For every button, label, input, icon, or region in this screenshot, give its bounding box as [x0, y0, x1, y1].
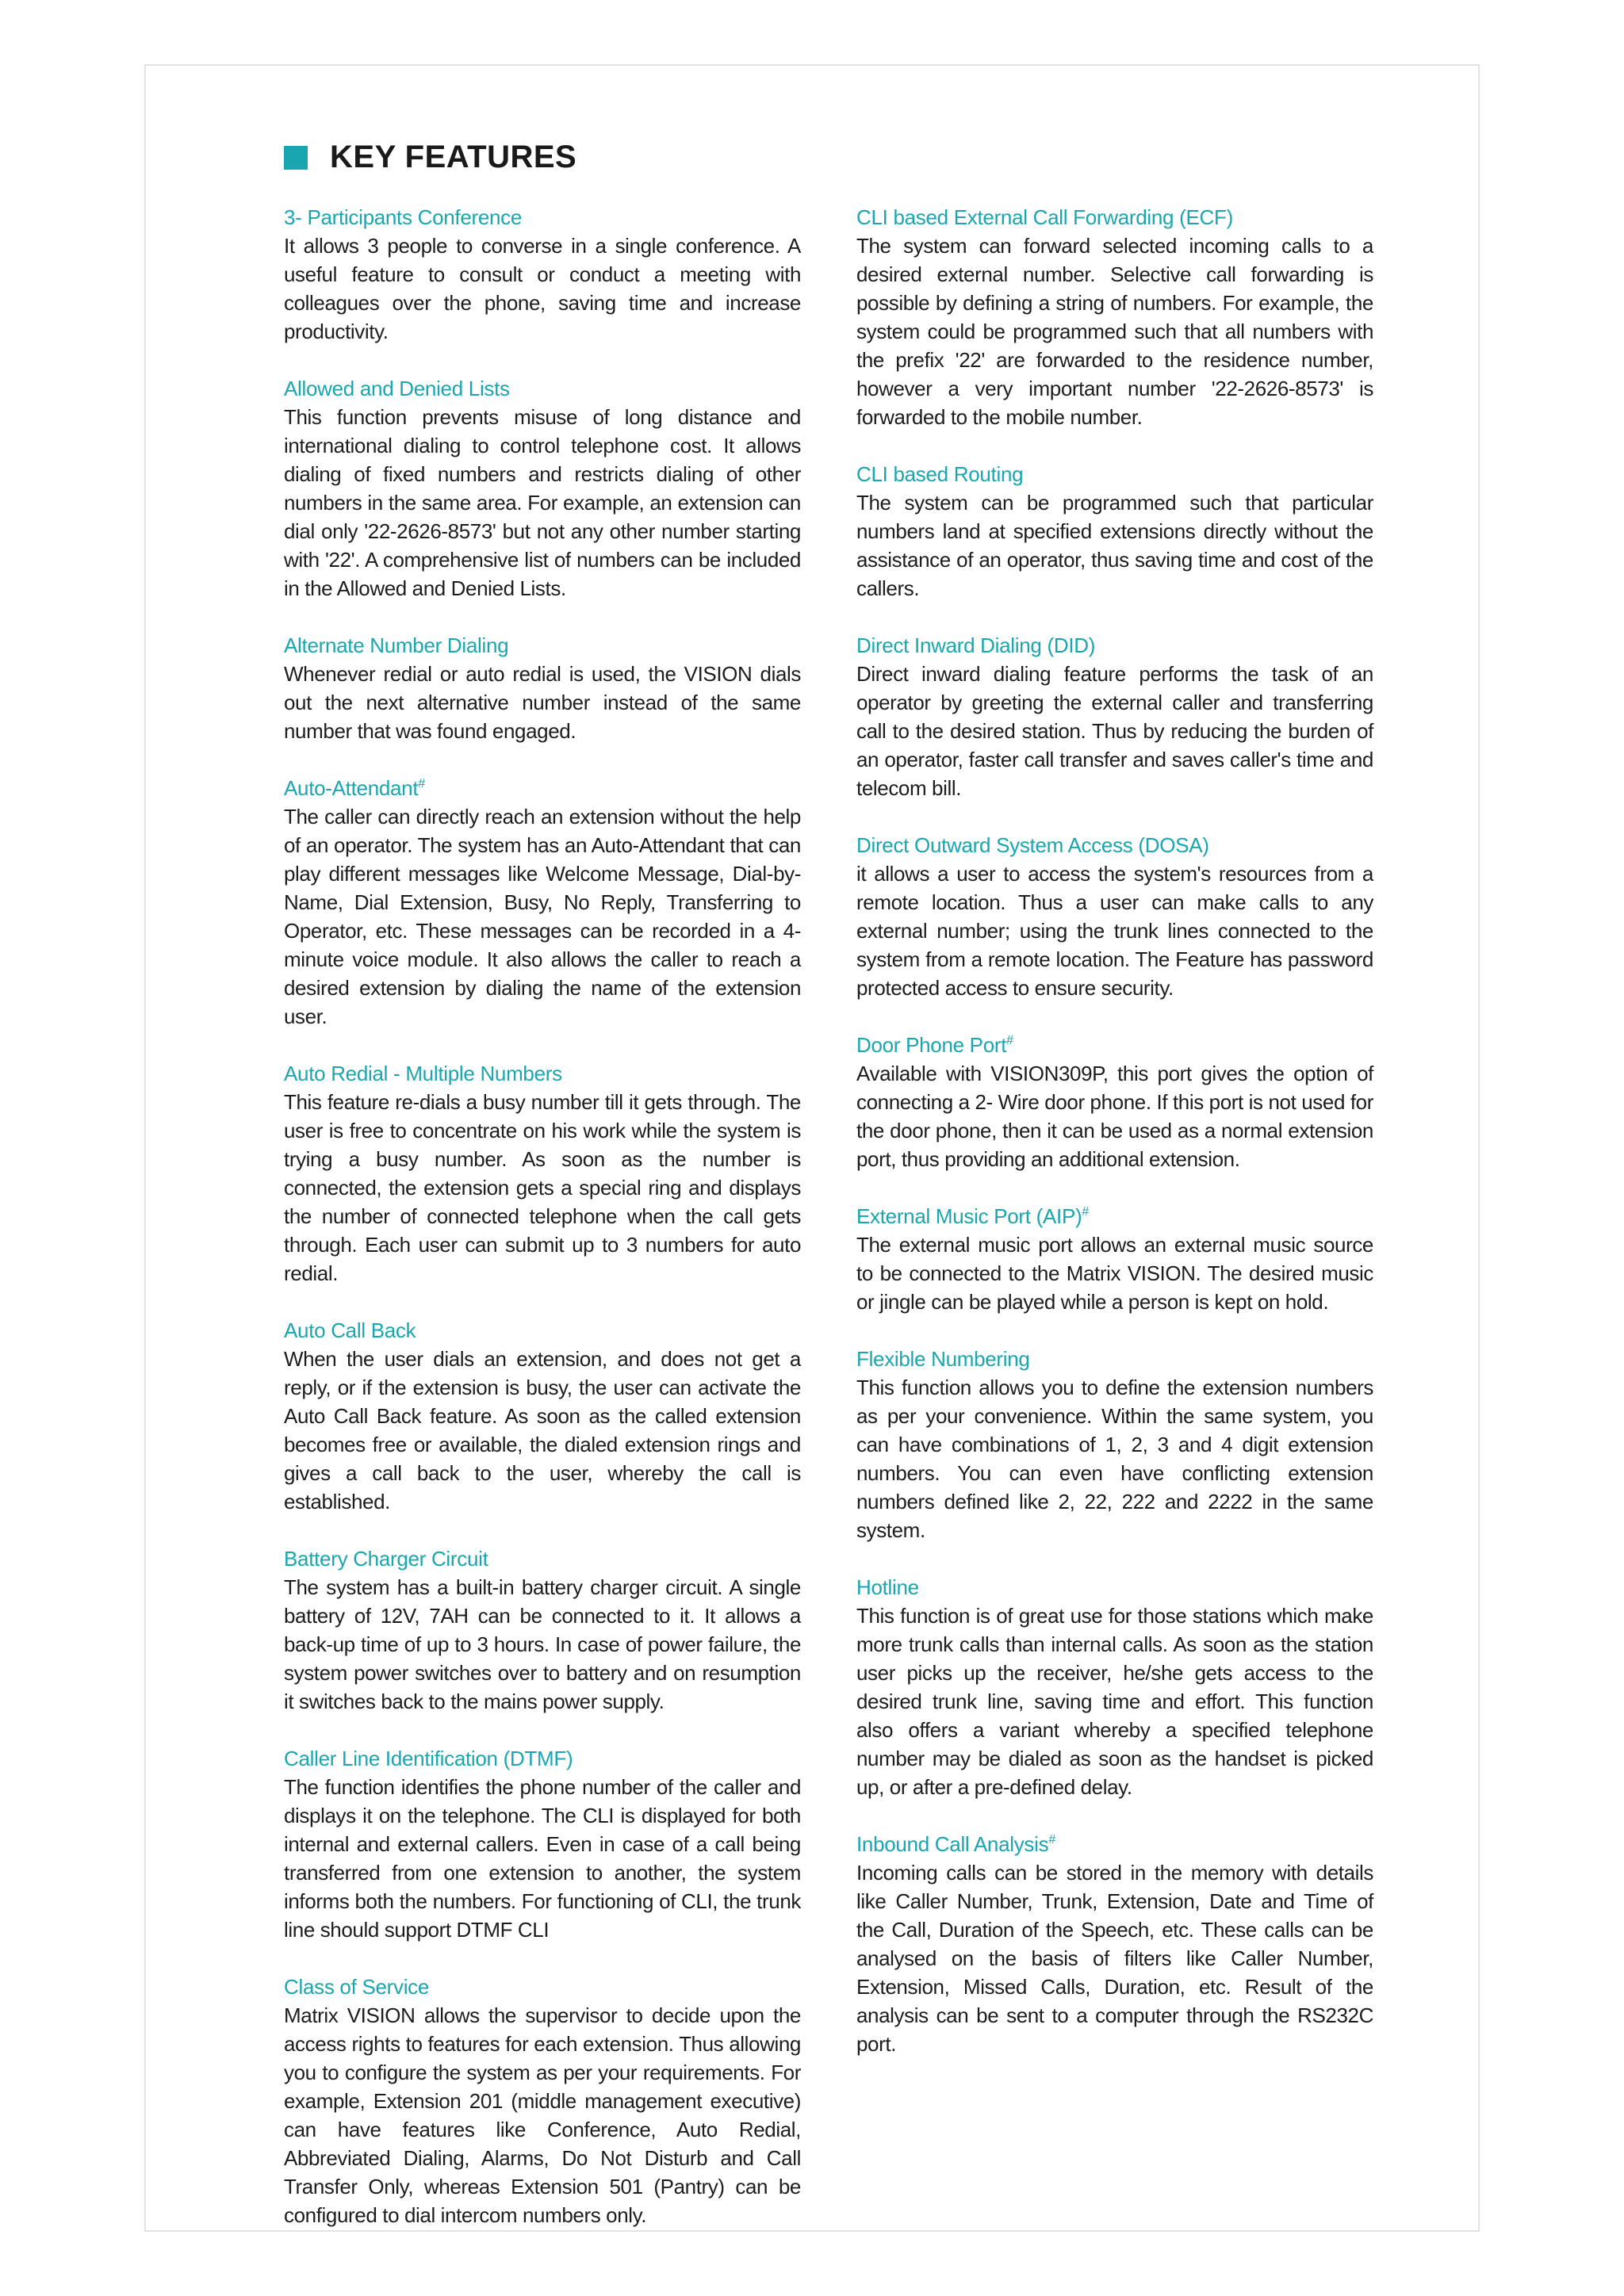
feature-title-text: Direct Inward Dialing (DID): [856, 633, 1096, 657]
feature-title: [856, 1202, 1373, 1230]
feature-title: [284, 203, 801, 232]
feature-title: [856, 1830, 1373, 1858]
feature-title-text: Direct Outward System Access (DOSA): [856, 833, 1209, 857]
feature-title-text: External Music Port (AIP): [856, 1204, 1082, 1228]
feature-title-text: Alternate Number Dialing: [284, 633, 509, 657]
feature-title: [856, 1573, 1373, 1601]
feature-title: [284, 1059, 801, 1088]
right-column: [856, 203, 1373, 2087]
feature-description: The system can forward selected incoming calls to a desired external number. Selective call forwarding is possible by defining a string of numbers. For example, the system could be programmed such that all numbers with the prefix '22' are forwarded to the residence number, however a very important number '22-2626-8573' is forwarded to the mobile number.: [856, 234, 1373, 429]
feature-item: [856, 460, 1373, 603]
feature-description: Whenever redial or auto redial is used, the VISION dials out the next alternative number instead of the same number that was found engaged.: [284, 662, 801, 743]
feature-item: [856, 831, 1373, 1002]
feature-item: [284, 203, 801, 346]
feature-title: [856, 631, 1373, 660]
feature-item: [856, 1345, 1373, 1544]
feature-title-text: Allowed and Denied Lists: [284, 377, 510, 400]
feature-item: [284, 374, 801, 603]
feature-item: [856, 1573, 1373, 1801]
feature-title-text: CLI based Routing: [856, 462, 1024, 486]
feature-item: [284, 774, 801, 1031]
feature-item: [284, 1544, 801, 1716]
feature-description: When the user dials an extension, and does not get a reply, or if the extension is busy, the user can activate the Auto Call Back feature. As soon as the called extension becomes free or available, the dialed extension rings and gives a call back to the user, whereby the call is established.: [284, 1347, 801, 1513]
feature-item: [284, 1059, 801, 1288]
feature-description: This function allows you to define the extension numbers as per your convenience. Within the same system, you can have combinations of 1, 2, 3 and 4 digit extension numbers. You can even have conflicting extension numbers defined like 2, 22, 222 and 2222 in the same system.: [856, 1376, 1373, 1542]
feature-description: It allows 3 people to converse in a single conference. A useful feature to consult or conduct a meeting with colleagues over the phone, saving time and increase productivity.: [284, 234, 801, 343]
feature-description: This feature re-dials a busy number till it gets through. The user is free to concentrate on his work while the system is trying a busy number. As soon as the number is connected, the extension gets a special ring and displays the number of connected telephone when the call gets through. Each user can submit up to 3 numbers for auto redial.: [284, 1090, 801, 1285]
feature-title: [284, 1973, 801, 2001]
feature-title-text: Auto Call Back: [284, 1318, 416, 1342]
feature-description: The system has a built-in battery charger circuit. A single battery of 12V, 7AH can be connected to it. It allows a back-up time of up to 3 hours. In case of power failure, the system power switches over to battery and on resumption it switches back to the mains power supply.: [284, 1575, 801, 1713]
feature-description: This function is of great use for those stations which make more trunk calls than internal calls. As soon as the station user picks up the receiver, he/she gets access to the desired trunk line, saving time and effort. This function also offers a variant whereby a specified telephone number may be dialed as soon as the handset is picked up, or after a pre-defined delay.: [856, 1604, 1373, 1799]
page-title: KEY FEATURES: [330, 140, 577, 174]
feature-item: [284, 1973, 801, 2229]
feature-title: [284, 374, 801, 403]
feature-title-text: Hotline: [856, 1575, 919, 1599]
feature-item: [856, 1830, 1373, 2058]
feature-title-text: Auto-Attendant: [284, 776, 419, 800]
feature-title: [284, 631, 801, 660]
feature-description: The system can be programmed such that particular numbers land at specified extensions directly without the assistance of an operator, thus saving time and cost of the callers.: [856, 491, 1373, 600]
feature-title-text: Door Phone Port: [856, 1033, 1007, 1057]
feature-item: [856, 1031, 1373, 1173]
footnote-mark: #: [1048, 1833, 1055, 1846]
feature-title: [284, 1316, 801, 1345]
feature-title-text: Inbound Call Analysis: [856, 1832, 1049, 1856]
feature-description: The external music port allows an external music source to be connected to the Matrix VISION. The desired music or jingle can be played while a person is kept on hold.: [856, 1233, 1373, 1314]
feature-title: [856, 460, 1373, 488]
feature-title: [284, 1744, 801, 1773]
left-column: [284, 203, 801, 2258]
feature-description: Direct inward dialing feature performs the task of an operator by greeting the external caller and transferring call to the desired station. Thus by reducing the burden of an operator, faster call transfer and saves caller's time and telecom bill.: [856, 662, 1373, 800]
feature-title: [284, 1544, 801, 1573]
feature-description: it allows a user to access the system's resources from a remote location. Thus a user can make calls to any external number; using the trunk lines connected to the system from a remote location. The Feature has password protected access to ensure security.: [856, 862, 1373, 1000]
feature-description: Available with VISION309P, this port gives the option of connecting a 2- Wire door phone. If this port is not used for the door phone, then it can be used as a normal extension port, thus providing an additional extension.: [856, 1062, 1373, 1171]
feature-title: [856, 1345, 1373, 1373]
section-heading: [284, 140, 576, 175]
feature-title-text: 3- Participants Conference: [284, 205, 523, 229]
feature-description: This function prevents misuse of long distance and international dialing to control telephone cost. It allows dialing of fixed numbers and restricts dialing of other numbers in the same area. For example, an extension can dial only '22-2626-8573' but not any other number starting with '22'. A comprehensive list of numbers can be included in the Allowed and Denied Lists.: [284, 405, 801, 600]
feature-title: [856, 831, 1373, 859]
feature-item: [856, 1202, 1373, 1316]
feature-title-text: Caller Line Identification (DTMF): [284, 1747, 573, 1770]
feature-description: Incoming calls can be stored in the memory with details like Caller Number, Trunk, Extension, Date and Time of the Call, Duration of the Speech, etc. These calls can be analysed on the basis of filters like Caller Number, Extension, Missed Calls, Duration, etc. Result of the analysis can be sent to a computer through the RS232C port.: [856, 1861, 1373, 2056]
feature-title-text: Class of Service: [284, 1975, 430, 1999]
feature-title-text: Battery Charger Circuit: [284, 1547, 488, 1571]
footnote-mark: #: [418, 777, 425, 790]
square-bullet-icon: [284, 146, 308, 170]
feature-item: [284, 1744, 801, 1944]
feature-title: [284, 774, 801, 802]
footnote-mark: #: [1006, 1034, 1013, 1047]
feature-title-text: CLI based External Call Forwarding (ECF): [856, 205, 1233, 229]
feature-title-text: Flexible Numbering: [856, 1347, 1030, 1371]
feature-title: [856, 1031, 1373, 1059]
feature-item: [856, 631, 1373, 802]
feature-item: [284, 1316, 801, 1516]
feature-description: The function identifies the phone number of the caller and displays it on the telephone. The CLI is displayed for both internal and external callers. Even in case of a call being transferred from one extension to another, the system informs both the numbers. For functioning of CLI, the trunk line should support DTMF CLI: [284, 1775, 801, 1942]
feature-description: Matrix VISION allows the supervisor to decide upon the access rights to features for each extension. Thus allowing you to configure the system as per your requirements. For example, Extension 201 (middle management executive) can have features like Conference, Auto Redial, Abbreviated Dialing, Alarms, Do Not Disturb and Call Transfer Only, whereas Extension 501 (Pantry) can be configured to dial intercom numbers only.: [284, 2003, 801, 2227]
feature-title-text: Auto Redial - Multiple Numbers: [284, 1062, 562, 1085]
feature-description: The caller can directly reach an extension without the help of an operator. The system has an Auto-Attendant that can play different messages like Welcome Message, Dial-by-Name, Dial Extension, Busy, No Reply, Transferring to Operator, etc. These messages can be recorded in a 4-minute voice module. It also allows the caller to reach a desired extension by dialing the name of the extension user.: [284, 805, 801, 1028]
footnote-mark: #: [1082, 1205, 1089, 1219]
feature-item: [856, 203, 1373, 431]
feature-item: [284, 631, 801, 745]
feature-title: [856, 203, 1373, 232]
